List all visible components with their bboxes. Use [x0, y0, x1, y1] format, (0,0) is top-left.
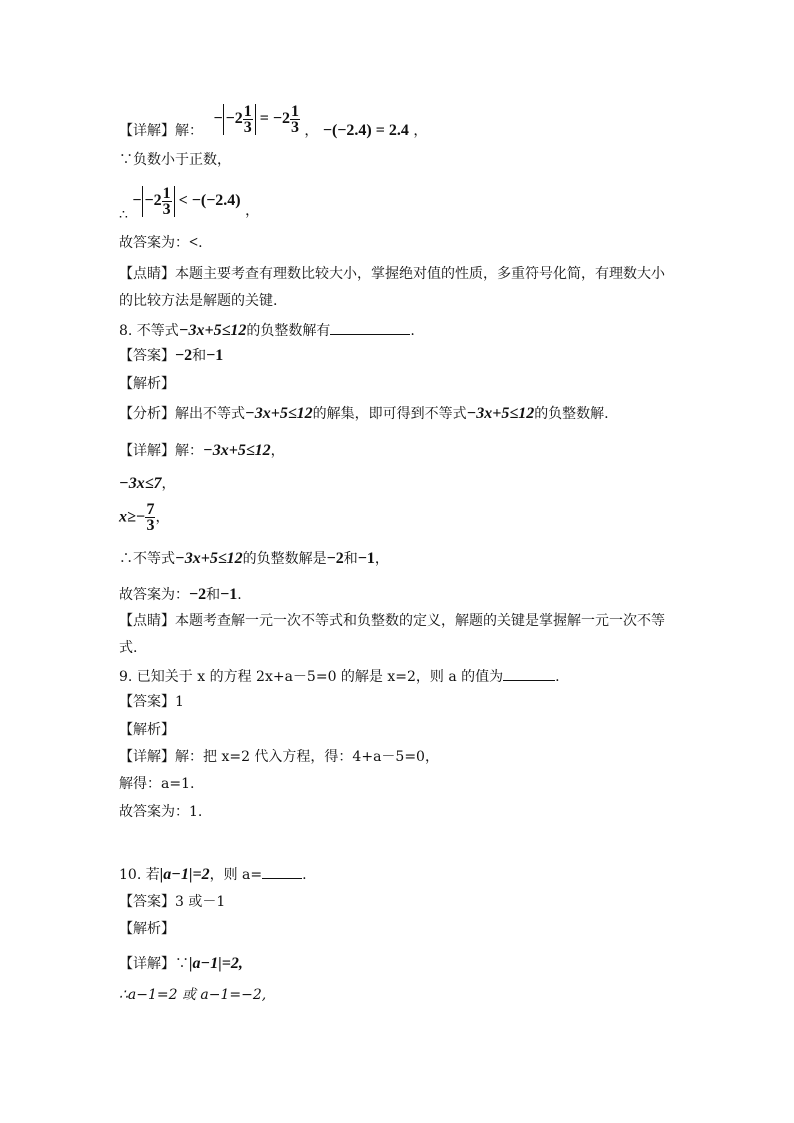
math-expr-comparison: − −2 $\frac{1}{3}$ < −(−2.4): [132, 185, 241, 218]
q9-question: 9. 已知关于 x 的方程 2x+a－5=0 的解是 x=2，则 a 的值为 .: [119, 666, 560, 687]
q7-reason-line: ∵负数小于正数，: [119, 152, 231, 168]
q7-detail-line: 【详解】解： − −2 $\frac{1}{3}$ = −2 $\frac{1}{3}$ ， −(−2.4) = 2.4 ，: [119, 103, 428, 140]
separator: ，: [304, 123, 319, 140]
q9-final: 故答案为：1.: [119, 804, 203, 820]
abs-bars: −2 $\frac{1}{3}$: [223, 104, 256, 135]
math-expr-abs-mixed: − −2 $\frac{1}{3}$ = −2 $\frac{1}{3}$: [213, 103, 299, 136]
q10-question: 10. 若|a−1|=2，则 a= .: [119, 866, 307, 883]
q7-therefore-line: ∴ − −2 $\frac{1}{3}$ < −(−2.4) ，: [119, 185, 260, 224]
q8-answer: 【答案】−2和−1: [119, 347, 224, 364]
q10-analysis: 【解析】: [119, 921, 175, 937]
q8-conclusion: ∴不等式−3x+5≤12的负整数解是−2和−1，: [119, 550, 389, 567]
detail-label: 【详解】解：: [119, 123, 203, 140]
answer-blank: [503, 666, 555, 681]
q10-detail: 【详解】∵|a−1|=2,: [119, 955, 243, 972]
q8-final-answer: 故答案为：−2和−1.: [119, 586, 242, 603]
inequality: −3x+5≤12: [178, 322, 247, 339]
q9-detail: 【详解】解：把 x=2 代入方程，得：4+a－5=0，: [119, 749, 439, 765]
q9-analysis: 【解析】: [119, 722, 175, 738]
q8-analysis-detail: 【分析】解出不等式−3x+5≤12的解集，即可得到不等式−3x+5≤12的负整数解.: [119, 405, 609, 422]
q8-analysis: 【解析】: [119, 376, 175, 392]
q8-detail: 【详解】解：−3x+5≤12，: [119, 442, 285, 459]
fraction: $\frac{7}{3}$: [146, 501, 155, 534]
q9-answer: 【答案】1: [119, 694, 184, 710]
math-expr-neg-neg: −(−2.4) = 2.4: [322, 122, 409, 140]
q8-question: 8. 不等式−3x+5≤12的负整数解有 .: [119, 322, 415, 339]
q8-comment-1: 【点睛】本题考查解一元一次不等式和负整数的定义，解题的关键是掌握解一元一次不等: [119, 613, 665, 629]
answer-blank: [262, 864, 302, 879]
q7-comment-2: 的比较方法是解题的关键.: [119, 293, 278, 309]
q9-solve: 解得：a=1.: [119, 776, 195, 792]
answer-blank: [330, 320, 410, 335]
q10-answer: 【答案】3 或－1: [119, 894, 226, 910]
q8-comment-2: 式.: [119, 640, 138, 656]
q7-answer-line: 故答案为：<.: [119, 234, 203, 251]
q8-step-2: x≥− $\frac{7}{3}$ ，: [119, 501, 170, 534]
abs-equation: |a−1|=2: [159, 866, 210, 883]
q7-comment-1: 【点睛】本题主要考查有理数比较大小，掌握绝对值的性质，多重符号化简，有理数大小: [119, 266, 665, 282]
q10-conclusion: ∴a−1=2 或 a−1=−2,: [119, 987, 267, 1003]
q8-step-1: −3x≤7，: [119, 475, 176, 492]
